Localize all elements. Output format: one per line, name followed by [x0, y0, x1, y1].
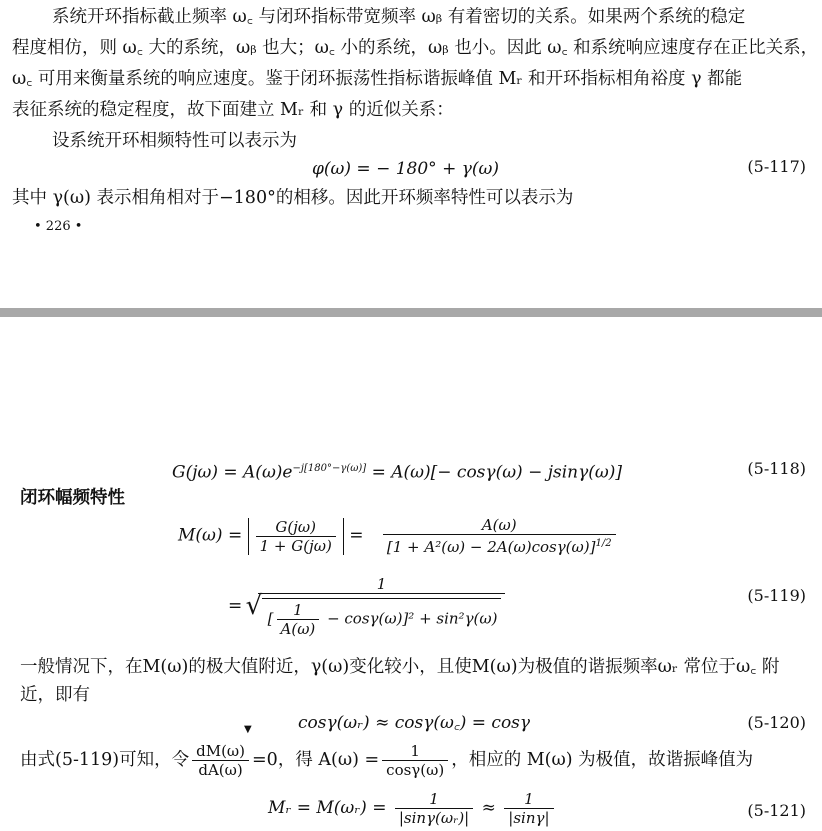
eq119-line2-equals: =	[228, 596, 243, 616]
equation-number-5-119: (5-119)	[747, 586, 806, 605]
eq119-line2-inner-frac	[277, 601, 320, 638]
eq119-abs-frac	[256, 518, 336, 555]
equation-number-5-120: (5-120)	[747, 713, 806, 732]
eq119-line2-frac	[258, 575, 506, 638]
paragraph-line-2: 程度相仿，则 ω꜀ 大的系统，ωᵦ 也大；ω꜀ 小的系统，ωᵦ 也小。因此 ω꜀ 和系统响应速度存在正比关系，	[12, 38, 819, 58]
para3-post: ，相应的 M(ω) 为极值，故谐振峰值为	[451, 750, 754, 770]
sqrt-symbol	[262, 598, 502, 638]
eq119-frac	[383, 516, 616, 556]
eq119-line2-bracket: [	[267, 609, 274, 628]
eq121-f1-den: |sinγ(ωᵣ)|	[398, 809, 470, 827]
equation-5-119-line-1	[178, 516, 619, 556]
eq119-line2-inner-den: A(ω)	[280, 620, 316, 638]
eq119-abs-den: 1 + G(jω)	[259, 536, 332, 555]
equation-5-119-line-2	[228, 575, 508, 638]
paragraph-line-4: 表征系统的稳定程度，故下面建立 Mᵣ 和 γ 的近似关系：	[12, 100, 454, 120]
para3-frac1-num: dM(ω)	[192, 742, 249, 761]
eq119-line2-den	[258, 598, 506, 638]
scan-mark: ▼	[244, 724, 252, 735]
eq121-lhs: Mᵣ = M(ωᵣ) =	[268, 798, 387, 818]
eq118-rhs: = A(ω)[− cosγ(ω) − jsinγ(ω)]	[366, 462, 623, 483]
eq119-line2-inner-num: 1	[277, 601, 320, 620]
paragraph-2-line-2: 近，即有	[20, 685, 90, 705]
eq121-approx: ≈	[481, 798, 496, 818]
eq119-line2-num: 1	[258, 575, 506, 594]
equation-5-121	[268, 790, 557, 827]
eq119-line2-inner-rest: − cosγ(ω)]² + sin²γ(ω)	[322, 609, 498, 628]
intro-line: 设系统开环相频特性可以表示为	[52, 131, 297, 151]
eq119-lhs: M(ω) =	[178, 525, 243, 546]
equation-5-120: cosγ(ωᵣ) ≈ cosγ(ω꜀) = cosγ	[298, 713, 531, 733]
after-117-line: 其中 γ(ω) 表示相角相对于−180°的相移。因此开环频率特性可以表示为	[12, 188, 574, 208]
page-226	[0, 0, 822, 300]
paragraph-line-3: ω꜀ 可用来衡量系统的响应速度。鉴于闭环振荡性指标谐振峰值 Mᵣ 和开环指标相角裕度 γ 都能	[12, 69, 743, 89]
page-separator	[0, 308, 822, 317]
eq119-equals: =	[349, 525, 364, 546]
eq119-frac-den-body: [1 + A²(ω) − 2A(ω)cosγ(ω)]	[386, 538, 596, 556]
equation-5-117: φ(ω) = − 180° + γ(ω)	[312, 159, 500, 179]
eq121-f1-num: 1	[395, 790, 473, 809]
eq119-abs-num: G(jω)	[256, 518, 336, 537]
para3-pre: 由式(5-119)可知，令	[20, 750, 190, 770]
eq119-frac-den	[383, 535, 616, 556]
heading-closed-loop: 闭环幅频特性	[20, 488, 125, 508]
eq121-frac2	[504, 790, 553, 827]
paragraph-3	[20, 742, 753, 779]
eq121-f2-num: 1	[504, 790, 553, 809]
eq119-frac-num: A(ω)	[383, 516, 616, 535]
eq119-frac-den-exp: 1/2	[595, 538, 612, 549]
eq119-abs	[248, 518, 344, 555]
equation-5-118	[172, 458, 622, 484]
eq121-f2-den: |sinγ|	[508, 809, 550, 827]
equation-number-5-117: (5-117)	[747, 157, 806, 176]
para3-frac2-num: 1	[382, 742, 448, 761]
para3-frac2-den: cosγ(ω)	[386, 761, 445, 779]
para3-frac1-den: dA(ω)	[198, 761, 243, 779]
para3-frac-dm-da	[192, 742, 249, 779]
para3-frac-cos	[382, 742, 448, 779]
equation-number-5-121: (5-121)	[747, 801, 806, 820]
eq118-lhs: G(jω) = A(ω)e	[172, 462, 293, 483]
para3-mid: =0，得 A(ω) =	[252, 750, 380, 770]
equation-number-5-118: (5-118)	[747, 459, 806, 478]
paragraph-line-1: 系统开环指标截止频率 ω꜀ 与闭环指标带宽频率 ωᵦ 有着密切的关系。如果两个系统的稳定	[52, 7, 746, 27]
eq118-exponent: −j[180°−γ(ω)]	[292, 463, 367, 474]
page-number: • 226 •	[34, 219, 83, 234]
paragraph-2-line-1: 一般情况下，在M(ω)的极大值附近，γ(ω)变化较小，且使M(ω)为极值的谐振频率ωᵣ 常位于ω꜀ 附	[20, 657, 780, 677]
eq121-frac1	[395, 790, 473, 827]
